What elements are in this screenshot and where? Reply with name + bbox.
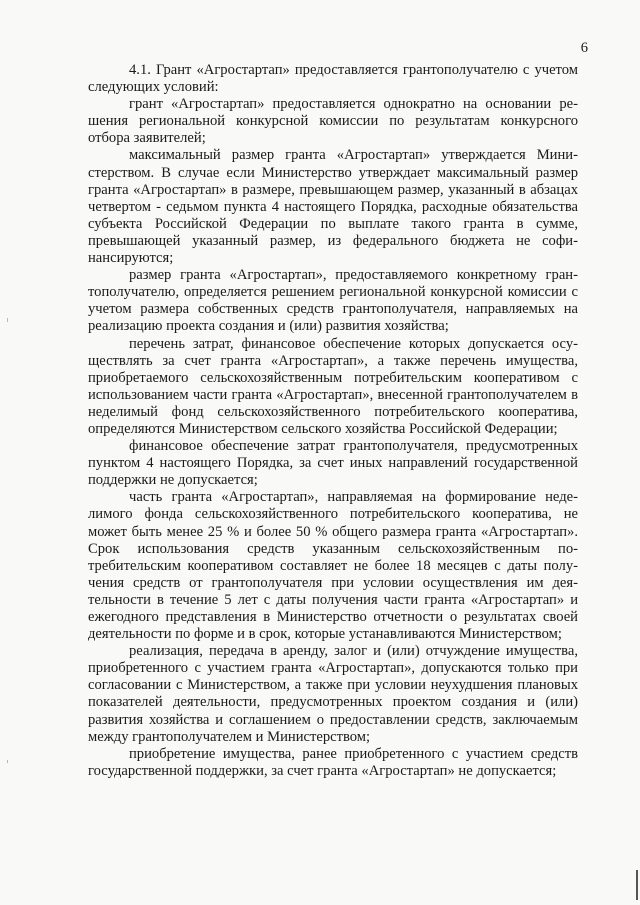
paragraph-property-disposal: реализация, передача в аренду, залог и (или) отчуждение имущества, приобретенного с участием гранта «Агростартап», допускаются только при согласовании с Министерством, а также при условии неухудшения плановых показателей деятельности, предусмотренных проектом создания и (или) развития хозяйства и соглашением о предоставлении средств, заключаемым между грантополучателем и Министерством; <box>88 643 578 745</box>
paragraph-one-time-grant: грант «Агростартап» предоставляется однократно на основании решения региональной конкурсной комиссии по результатам конкурсного отбора заявителей; <box>88 96 578 147</box>
paragraph-previously-acquired-property: приобретение имущества, ранее приобретенного с участием средств государственной поддержки, за счет гранта «Агростартап» не допускается; <box>88 745 578 779</box>
paragraph-other-support-prohibited: финансовое обеспечение затрат грантополучателя, предусмотренных пунктом 4 настоящего Порядка, за счет иных направлений государственной поддержки не допускается; <box>88 438 578 489</box>
scan-edge-shadow <box>636 870 638 900</box>
page-number: 6 <box>580 40 588 56</box>
scan-artifact-mark <box>7 760 8 763</box>
document-body <box>88 62 578 780</box>
scan-artifact-mark <box>7 318 8 322</box>
paragraph-indivisible-fund-share: часть гранта «Агростартап», направляемая на формирование неделимого фонда сельскохозяйственного потребительского кооператива, не может быть менее 25 % и более 50 % общего размера гранта «Агростартап». Срок использования средств указанным сельскохозяйственным потребительским кооперативом составляет не более 18 месяцев с даты получения средств от грантополучателя при условии осуществления им деятельности в течение 5 лет с даты получения части гранта «Агростартап» и ежегодного представления в Министерство отчетности о результатах своей деятельности по форме и в срок, которые устанавливаются Министерством; <box>88 489 578 643</box>
paragraph-cost-list: перечень затрат, финансовое обеспечение которых допускается осуществлять за счет гранта «Агростартап», а также перечень имущества, приобретаемого сельскохозяйственным потребительским кооперативом с использованием части гранта «Агростартап», внесенной грантополучателем в неделимый фонд сельскохозяйственного потребительского кооператива, определяются Министерством сельского хозяйства Российской Федерации; <box>88 335 578 437</box>
paragraph-grant-conditions-intro: 4.1. Грант «Агростартап» предоставляется грантополучателю с учетом следующих условий: <box>88 62 578 96</box>
paragraph-maximum-grant-size: максимальный размер гранта «Агростартап» утверждается Министерством. В случае если Министерство утверждает максимальный размер гранта «Агростартап» в размере, превышающем размер, указанный в абзацах четвертом - седьмом пункта 4 настоящего Порядка, расходные обязательства субъекта Российской Федерации по выплате такого гранта в сумме, превышающей указанный размер, из федерального бюджета не софинансируются; <box>88 147 578 267</box>
paragraph-grant-size-decision: размер гранта «Агростартап», предоставляемого конкретному грантополучателю, определяется решением региональной конкурсной комиссии с учетом размера собственных средств грантополучателя, направляемых на реализацию проекта создания и (или) развития хозяйства; <box>88 267 578 335</box>
